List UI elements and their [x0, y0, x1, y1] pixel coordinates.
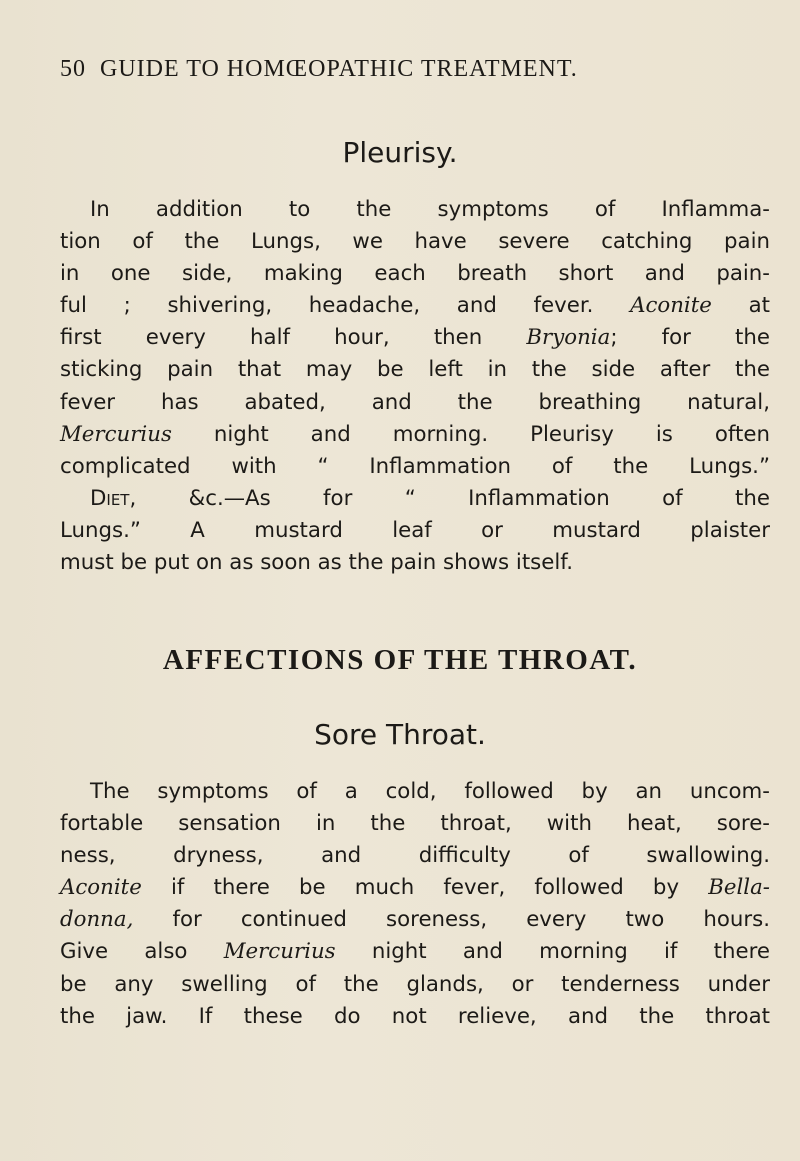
text-line: The symptoms of a cold, followed by an uncom-: [90, 779, 770, 804]
remedy-name: Bella-: [708, 875, 770, 901]
text-segment: night and morning if there: [371, 939, 770, 965]
running-header: [60, 56, 750, 83]
text-segment: night and morning. Pleurisy is often: [213, 421, 770, 447]
text-line: [60, 290, 770, 322]
text-line: In addition to the symptoms of Inflamma-: [90, 197, 770, 222]
text-segment: first every half hour, then: [60, 325, 483, 351]
heading-throat-affections: AFFECTIONS OF THE THROAT.: [162, 644, 638, 676]
text-segment: if there be much fever, followed by: [170, 875, 680, 901]
text-line: must be put on as soon as the pain shows itself.: [60, 550, 574, 576]
remedy-name: Mercurius: [60, 421, 172, 447]
heading-sore-throat: Sore Throat.: [314, 718, 486, 751]
diet-label: Diet,: [90, 485, 137, 511]
paragraph-pleurisy: [60, 194, 770, 579]
text-line: fortable sensation in the throat, with heat, sore-: [60, 811, 770, 837]
text-segment: Give also: [60, 939, 188, 965]
text-line: complicated with “ Inflammation of the Lungs.”: [60, 453, 770, 479]
running-title: GUIDE TO HOMŒOPATHIC TREATMENT.: [100, 56, 578, 82]
text-line: sticking pain that may be left in the side after the: [60, 357, 770, 383]
text-line: [60, 322, 770, 354]
text-line: the jaw. If these do not relieve, and the throat: [60, 1003, 770, 1029]
text-line: Lungs.” A mustard leaf or mustard plaister: [60, 517, 770, 543]
remedy-name: Bryonia: [526, 325, 611, 351]
remedy-name: donna,: [60, 907, 134, 933]
heading-pleurisy: Pleurisy.: [342, 136, 458, 169]
text-line: ness, dryness, and difficulty of swallowing.: [60, 843, 770, 869]
text-line: [60, 419, 770, 451]
text-segment: for continued soreness, every two hours.: [172, 907, 770, 933]
text-line: [60, 904, 770, 936]
remedy-name: Mercurius: [223, 939, 336, 965]
page-number: 50: [60, 56, 86, 82]
text-segment: at: [748, 293, 770, 319]
text-segment: &c.—As for “ Inflammation of the: [188, 485, 770, 511]
text-line: in one side, making each breath short and pain-: [60, 261, 770, 287]
text-line: [60, 872, 770, 904]
remedy-name: Aconite: [630, 293, 712, 319]
text-line: be any swelling of the glands, or tenderness under: [60, 971, 770, 997]
text-segment: ; for the: [610, 325, 770, 351]
remedy-name: Aconite: [60, 875, 142, 901]
paragraph-sore-throat: [60, 776, 770, 1033]
text-line: [60, 936, 770, 968]
text-line: fever has abated, and the breathing natural,: [60, 389, 770, 415]
text-line: tion of the Lungs, we have severe catching pain: [60, 229, 770, 255]
text-line: [60, 483, 770, 515]
text-segment: ful ; shivering, headache, and fever.: [60, 293, 594, 319]
